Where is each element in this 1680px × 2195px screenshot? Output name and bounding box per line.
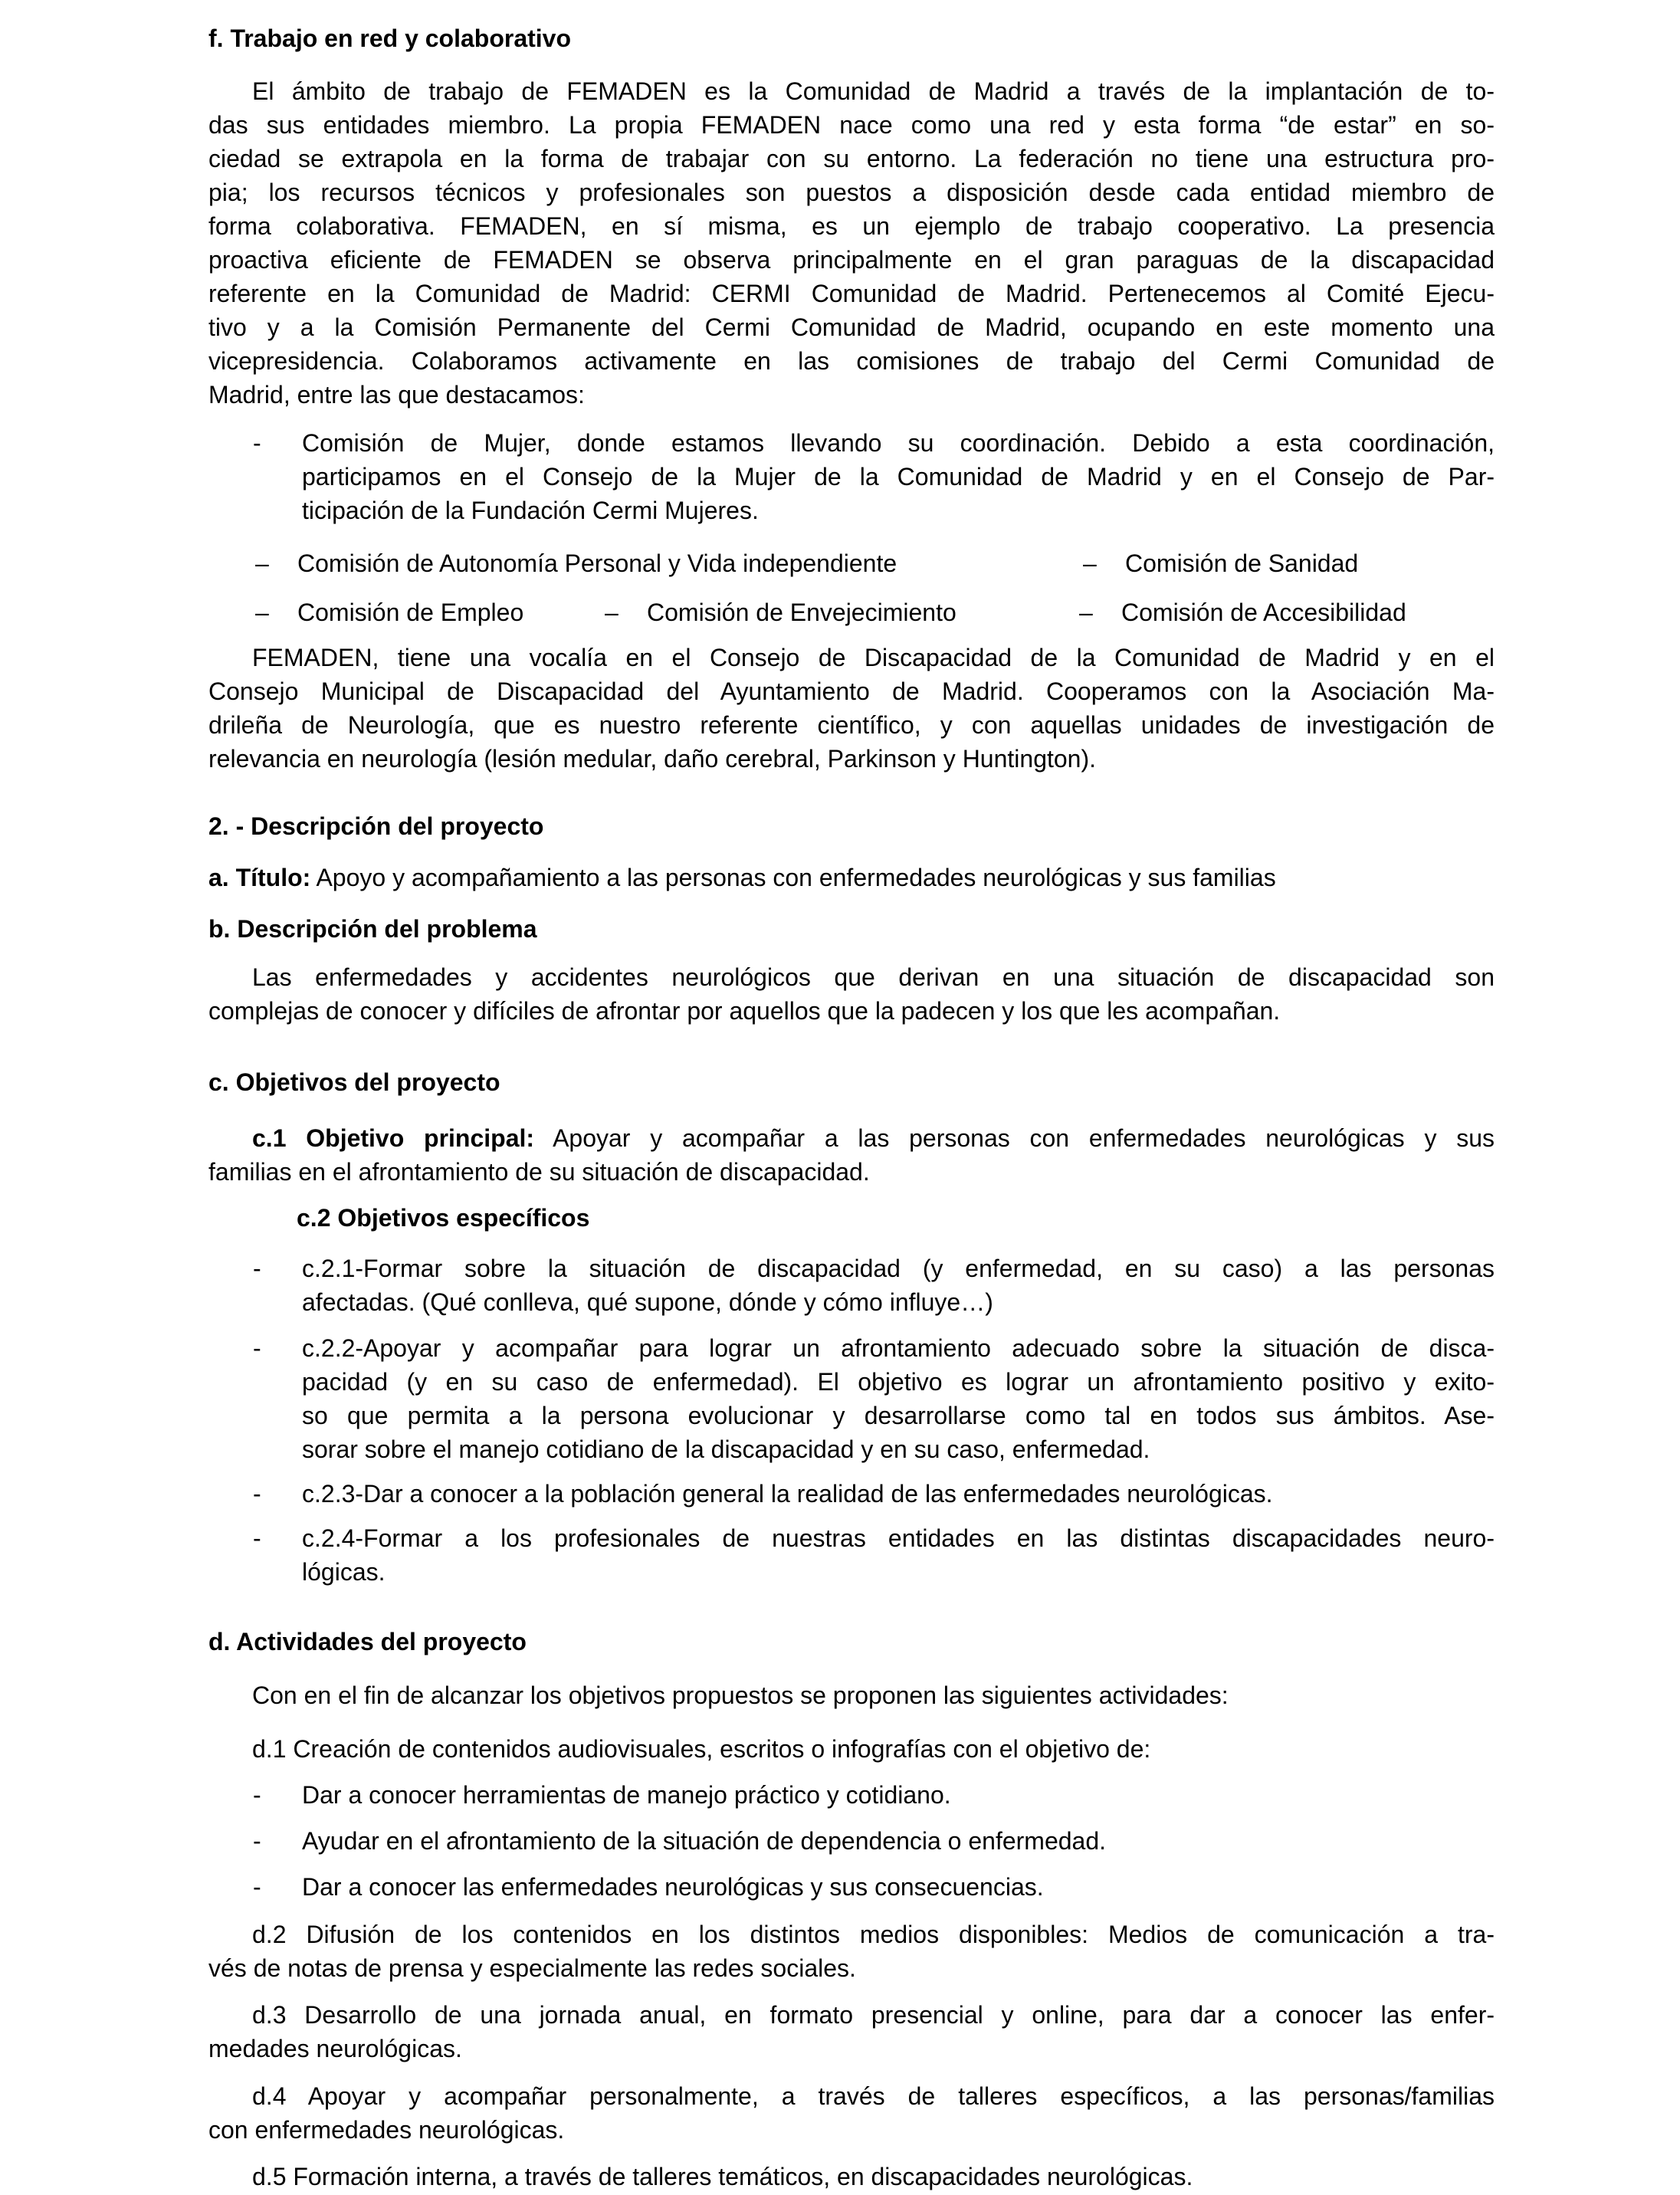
dash-item: [1083, 546, 1495, 580]
dash-item: [255, 596, 605, 629]
dash-item: [1079, 596, 1495, 629]
para-d3: [208, 1998, 1495, 2065]
text-line: complejas de conocer y difíciles de afrontar por aquellos que la padecen y los que les acompañan.: [208, 997, 1281, 1025]
heading-c2: c.2 Objetivos específicos: [297, 1204, 590, 1232]
heading-d: d. Actividades del proyecto: [208, 1628, 527, 1655]
text-line: con enfermedades neurológicas.: [208, 2116, 565, 2144]
text-line: forma colaborativa. FEMADEN, en sí misma, es un ejemplo de trabajo cooperativo. La presencia: [208, 212, 1495, 240]
bullet-marker: -: [253, 1873, 261, 1901]
bold-lead: c.1 Objetivo principal:: [252, 1124, 535, 1152]
dash-item-label: Comisión de Autonomía Personal y Vida independiente: [297, 550, 897, 577]
text-line: sorar sobre el manejo cotidiano de la discapacidad y en su caso, enfermedad.: [302, 1435, 1150, 1463]
bullet-c22: [208, 1331, 1495, 1466]
text-line: vés de notas de prensa y especialmente las redes sociales.: [208, 1954, 856, 1982]
text-line: afectadas. (Qué conlleva, qué supone, dónde y cómo influye…): [302, 1288, 993, 1316]
text-line: c.2.2-Apoyar y acompañar para lograr un afrontamiento adecuado sobre la situación de disca-: [302, 1334, 1495, 1362]
text-line: Comisión de Mujer, donde estamos llevando su coordinación. Debido a esta coordinación,: [302, 429, 1495, 457]
bullet-c24: [208, 1521, 1495, 1589]
bullet-mujer: [208, 426, 1495, 527]
dash-marker: –: [1083, 550, 1097, 577]
text-line: referente en la Comunidad de Madrid: CERMI Comunidad de Madrid. Pertenecemos al Comité Ejecu-: [208, 280, 1495, 307]
heading-b: b. Descripción del problema: [208, 915, 537, 943]
text-line: familias en el afrontamiento de su situación de discapacidad.: [208, 1158, 870, 1186]
para-titulo: [208, 861, 1495, 894]
text-line: ticipación de la Fundación Cermi Mujeres.: [302, 497, 759, 524]
text-line: vicepresidencia. Colaboramos activamente en las comisiones de trabajo del Cermi Comunidad de: [208, 347, 1495, 375]
dash-marker: –: [1079, 599, 1093, 626]
bullet-dar2: [208, 1870, 1495, 1904]
text-line: Dar a conocer herramientas de manejo práctico y cotidiano.: [302, 1781, 951, 1809]
bullet-c21: [208, 1252, 1495, 1319]
text-line: tivo y a la Comisión Permanente del Cermi Comunidad de Madrid, ocupando en este momento una: [208, 313, 1495, 341]
text-line: [208, 1121, 1495, 1155]
line-rest: Apoyo y acompañamiento a las personas con enfermedades neurológicas y sus familias: [310, 864, 1276, 891]
text-line: Consejo Municipal de Discapacidad del Ayuntamiento de Madrid. Cooperamos con la Asociación Ma-: [208, 678, 1495, 705]
dash-item-label: Comisión de Empleo: [297, 599, 524, 626]
text-line: Madrid, entre las que destacamos:: [208, 381, 585, 408]
text-line: Con en el fin de alcanzar los objetivos propuestos se proponen las siguientes actividades:: [252, 1682, 1229, 1709]
text-line: c.2.3-Dar a conocer a la población general la realidad de las enfermedades neurológicas.: [302, 1480, 1273, 1508]
dashrow-1: [208, 546, 1495, 580]
dash-marker: –: [255, 550, 269, 577]
dash-marker: –: [255, 599, 269, 626]
dash-item: [605, 596, 1079, 629]
para-femaden: [208, 641, 1495, 776]
bullet-marker: -: [253, 1255, 261, 1282]
dash-item-label: Comisión de Sanidad: [1125, 550, 1359, 577]
bullet-dar1: [208, 1778, 1495, 1812]
dash-item-label: Comisión de Envejecimiento: [647, 599, 956, 626]
text-line: so que permita a la persona evolucionar y desarrollarse como tal en todos sus ámbitos. Ase-: [302, 1402, 1495, 1429]
text-line: participamos en el Consejo de la Mujer de la Comunidad de Madrid y en el Consejo de Par-: [302, 463, 1495, 491]
dash-item: [255, 546, 1083, 580]
bullet-marker: -: [253, 1334, 261, 1362]
para-enfermedades: [208, 960, 1495, 1028]
bullet-c23: [208, 1477, 1495, 1511]
para-d1: [208, 1732, 1495, 1766]
text-line: c.2.1-Formar sobre la situación de discapacidad (y enfermedad, en su caso) a las personas: [302, 1255, 1495, 1282]
text-line: d.1 Creación de contenidos audiovisuales, escritos o infografías con el objetivo de:: [252, 1735, 1151, 1763]
dash-marker: –: [605, 599, 619, 626]
heading-c: c. Objetivos del proyecto: [208, 1068, 500, 1096]
text-line: pacidad (y en su caso de enfermedad). El objetivo es lograr un afrontamiento positivo y exito-: [302, 1368, 1495, 1396]
text-line: Dar a conocer las enfermedades neurológicas y sus consecuencias.: [302, 1873, 1044, 1901]
para-d4: [208, 2079, 1495, 2147]
para-d2: [208, 1918, 1495, 1985]
bullet-marker: -: [253, 1480, 261, 1508]
text-line: c.2.4-Formar a los profesionales de nuestras entidades en las distintas discapacidades neuro-: [302, 1524, 1495, 1552]
text-line: das sus entidades miembro. La propia FEMADEN nace como una red y esta forma “de estar” en so-: [208, 111, 1495, 139]
text-line: proactiva eficiente de FEMADEN se observa principalmente en el gran paraguas de la discapacidad: [208, 246, 1495, 274]
text-line: pia; los recursos técnicos y profesionales son puestos a disposición desde cada entidad miembro de: [208, 179, 1495, 206]
dash-item-label: Comisión de Accesibilidad: [1121, 599, 1406, 626]
text-line: Ayudar en el afrontamiento de la situación de dependencia o enfermedad.: [302, 1827, 1107, 1855]
text-line: ciedad se extrapola en la forma de trabajar con su entorno. La federación no tiene una estructura pro-: [208, 145, 1495, 172]
text-line: d.4 Apoyar y acompañar personalmente, a través de talleres específicos, a las personas/familias: [252, 2082, 1495, 2110]
bullet-ayudar: [208, 1824, 1495, 1858]
para-con: [208, 1678, 1495, 1712]
text-line: drileña de Neurología, que es nuestro referente científico, y con aquellas unidades de investigación de: [208, 711, 1495, 739]
text-line: d.5 Formación interna, a través de talleres temáticos, en discapacidades neurológicas.: [252, 2163, 1193, 2190]
text-line: Las enfermedades y accidentes neurológicos que derivan en una situación de discapacidad son: [252, 963, 1495, 991]
bullet-marker: -: [253, 1827, 261, 1855]
text-line: lógicas.: [302, 1558, 386, 1586]
bullet-marker: -: [253, 1781, 261, 1809]
text-line: relevancia en neurología (lesión medular, daño cerebral, Parkinson y Huntington).: [208, 745, 1097, 773]
para-d5: [208, 2160, 1495, 2193]
text-line: d.3 Desarrollo de una jornada anual, en formato presencial y online, para dar a conocer las enfer-: [252, 2001, 1495, 2029]
heading-2: 2. - Descripción del proyecto: [208, 812, 544, 840]
para-ambito: [208, 74, 1495, 412]
bold-lead: a. Título:: [208, 864, 311, 891]
text-line: d.2 Difusión de los contenidos en los distintos medios disponibles: Medios de comunicación a tra-: [252, 1921, 1495, 1948]
text-line: FEMADEN, tiene una vocalía en el Consejo de Discapacidad de la Comunidad de Madrid y en el: [252, 644, 1495, 671]
text-line: medades neurológicas.: [208, 2035, 462, 2062]
bullet-marker: -: [253, 1524, 261, 1552]
line-rest: Apoyar y acompañar a las personas con enfermedades neurológicas y sus: [534, 1124, 1495, 1152]
para-c1: [208, 1121, 1495, 1189]
text-line: El ámbito de trabajo de FEMADEN es la Comunidad de Madrid a través de la implantación de to-: [252, 77, 1495, 105]
bullet-marker: -: [253, 429, 261, 457]
heading-f: f. Trabajo en red y colaborativo: [208, 25, 572, 52]
text-line: [208, 861, 1495, 894]
dashrow-2: [208, 596, 1495, 629]
